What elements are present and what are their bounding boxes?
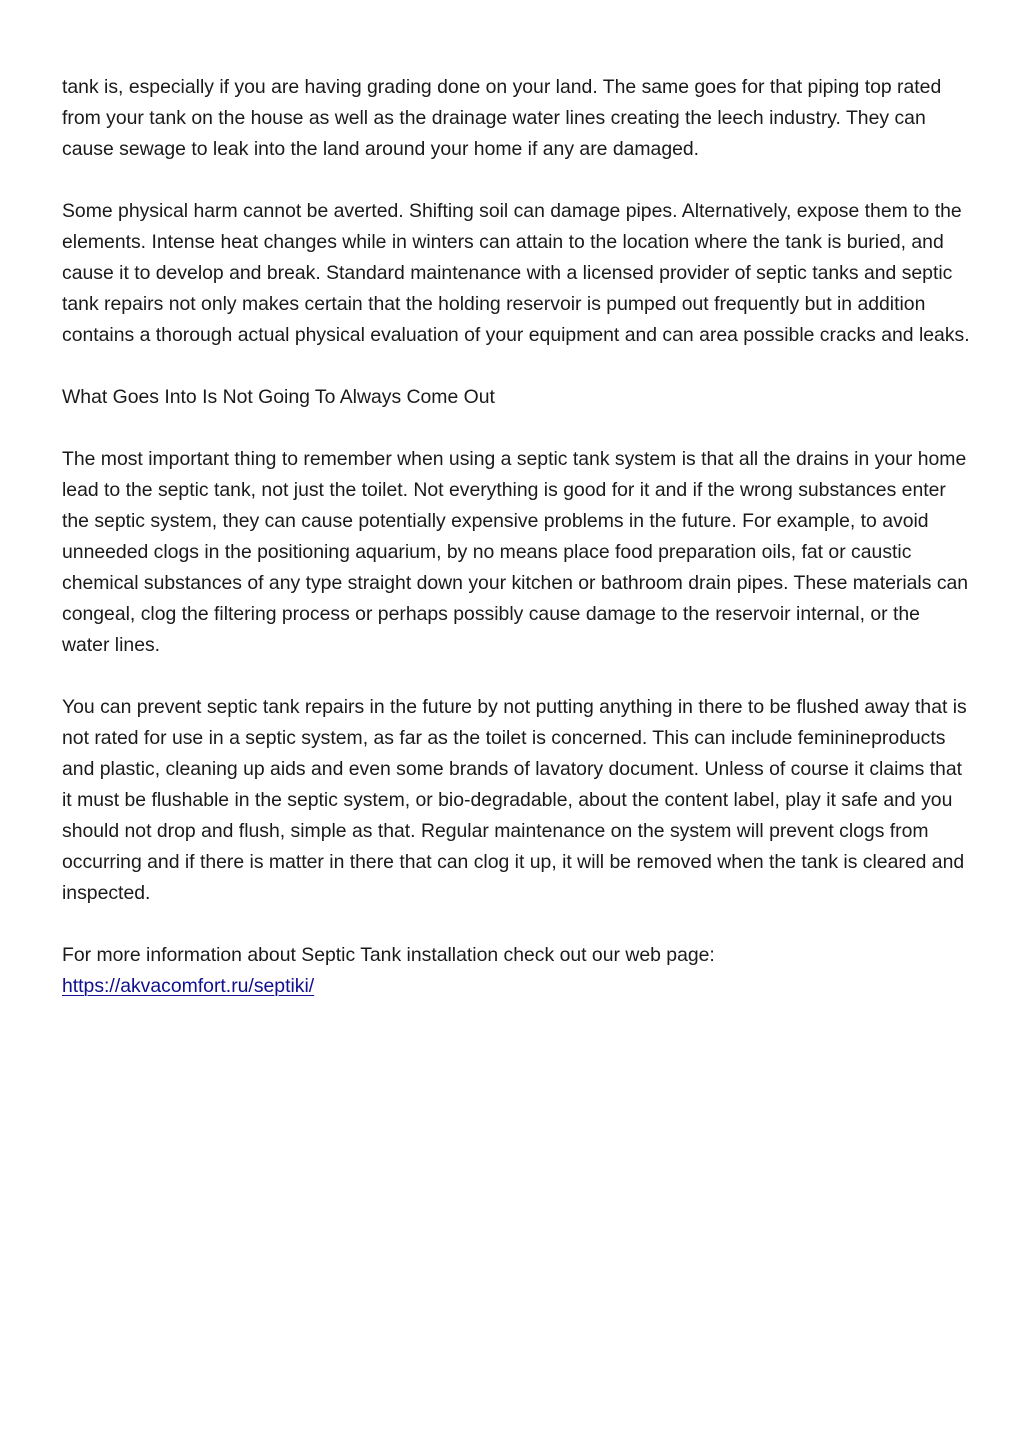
section-heading: What Goes Into Is Not Going To Always Come Out — [62, 386, 495, 408]
paragraph-physical-harm: Some physical harm cannot be averted. Shifting soil can damage pipes. Alternatively, expose them to the elements. Intense heat changes while in winters can attain to the location where the tank is buried, and cause it to develop and break. Standard maintenance with a licensed provider of septic tanks and septic tank repairs not only makes certain that the holding reservoir is pumped out frequently but in addition contains a thorough actual physical evaluation of your equipment and can area possible cracks and leaks. — [62, 200, 970, 346]
footer-info — [62, 940, 972, 1002]
paragraph-drains: The most important thing to remember when using a septic tank system is that all the drains in your home lead to the septic tank, not just the toilet. Not everything is good for it and if the wrong substances enter the septic system, they can cause potentially expensive problems in the future. For example, to avoid unneeded clogs in the positioning aquarium, by no means place food preparation oils, fat or caustic chemical substances of any type straight down your kitchen or bathroom drain pipes. These materials can congeal, clog the filtering process or perhaps possibly cause damage to the reservoir internal, or the water lines. — [62, 448, 969, 656]
paragraph-prevent-repairs: You can prevent septic tank repairs in the future by not putting anything in there to be flushed away that is not rated for use in a septic system, as far as the toilet is concerned. This can include feminineproducts and plastic, cleaning up aids and even some brands of lavatory document. Unless of course it claims that it must be flushable in the septic system, or bio-degradable, about the content label, play it safe and you should not drop and flush, simple as that. Regular maintenance on the system will prevent clogs from occurring and if there is matter in there that can clog it up, it will be removed when the tank is cleared and inspected. — [62, 696, 967, 904]
footer-text: For more information about Septic Tank installation check out our web page: — [62, 944, 715, 966]
document-body — [62, 72, 972, 1002]
paragraph-tank-grading: tank is, especially if you are having grading done on your land. The same goes for that piping top rated from your tank on the house as well as the drainage water lines creating the leech industry. They can cause sewage to leak into the land around your home if any are damaged. — [62, 76, 942, 160]
web-page-link[interactable]: https://akvacomfort.ru/septiki/ — [62, 975, 315, 997]
